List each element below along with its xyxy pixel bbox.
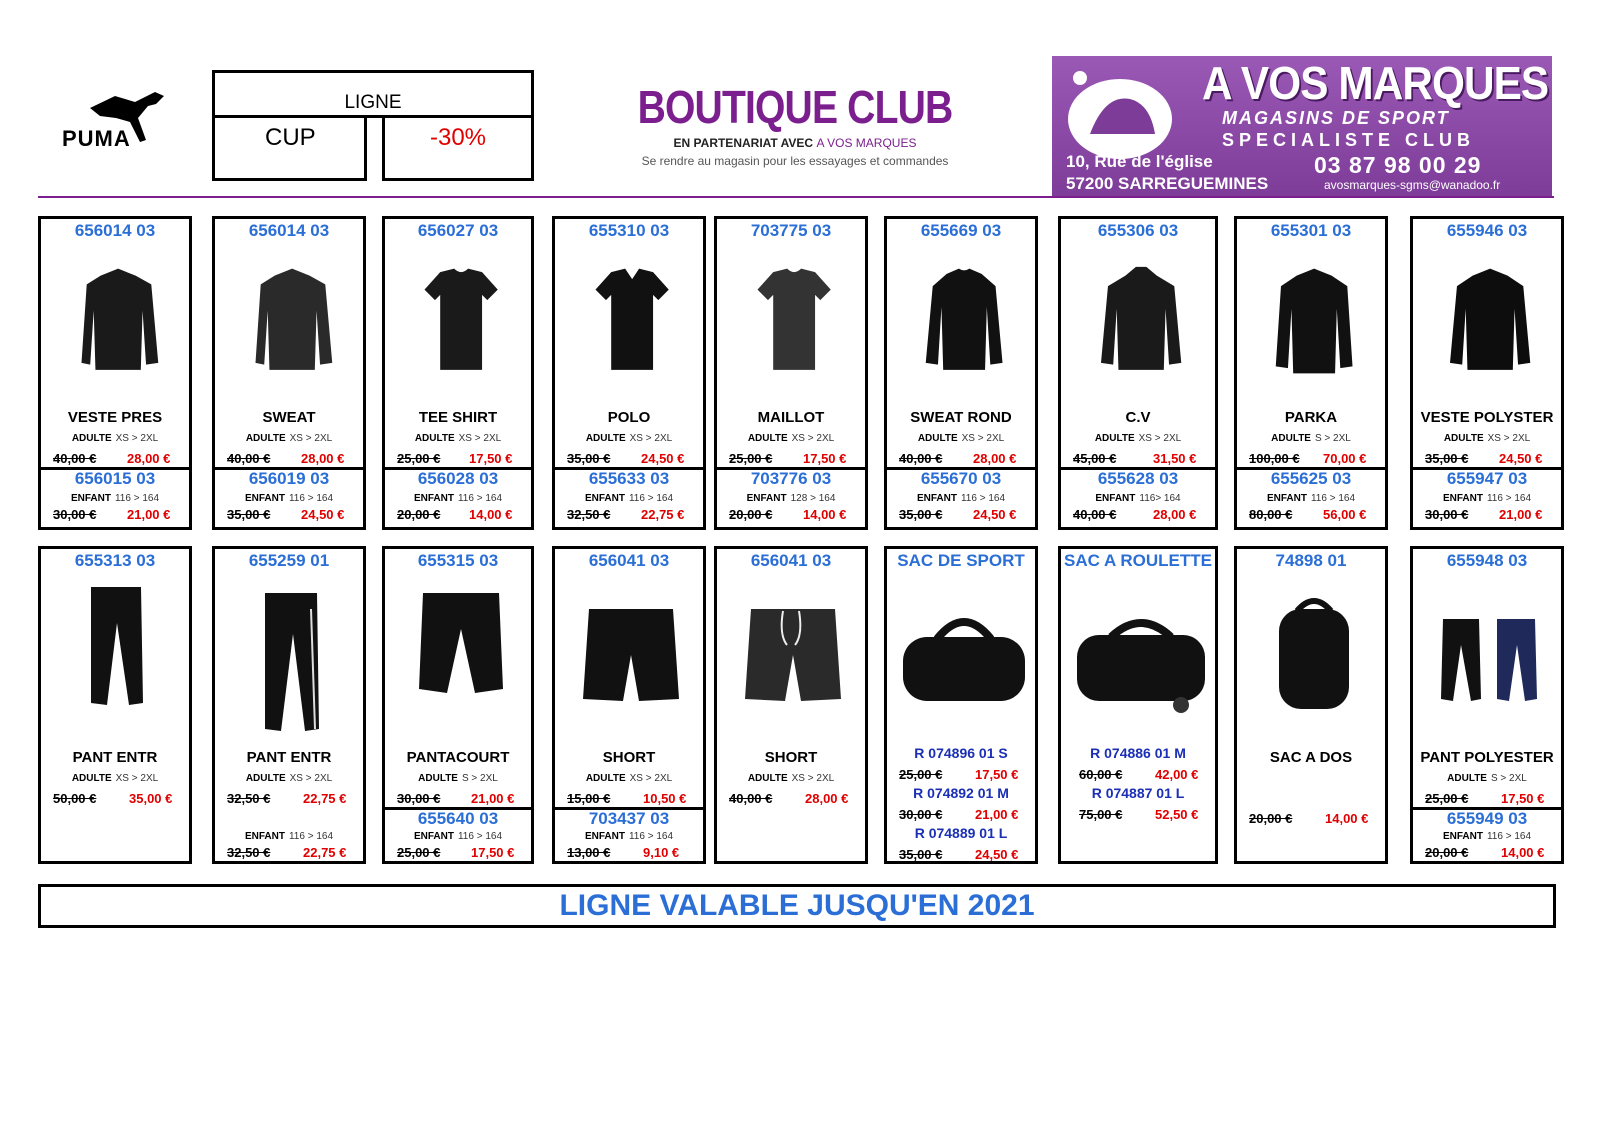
tshirt-icon <box>421 259 503 383</box>
sweatshirt-icon <box>924 259 1006 383</box>
size-range-kids <box>215 493 363 504</box>
size-label: ADULTE <box>585 433 626 444</box>
product-card <box>714 546 868 864</box>
jersey-icon <box>754 259 836 383</box>
size-range <box>717 773 865 784</box>
size-label: ENFANT <box>413 493 454 504</box>
size-range <box>1413 773 1561 784</box>
new-price: 42,00 € <box>1155 767 1199 782</box>
product-name: MAILLOT <box>757 409 825 426</box>
size-label: ENFANT <box>746 493 787 504</box>
puma-logo <box>60 88 170 158</box>
size-label: ADULTE <box>71 773 112 784</box>
new-price: 21,00 € <box>1499 507 1543 522</box>
size-range <box>1413 433 1561 444</box>
size-label: ADULTE <box>245 773 286 784</box>
size-label: ADULTE <box>418 773 458 784</box>
size-range <box>215 773 363 784</box>
partner-name: A VOS MARQUES <box>816 136 917 150</box>
size-range-kids <box>1061 493 1215 504</box>
product-name: C.V <box>1125 409 1151 426</box>
product-name: SAC A DOS <box>1269 749 1353 766</box>
shorts-icon <box>581 605 681 705</box>
size-value: XS > 2XL <box>289 433 333 444</box>
old-price: 30,00 € <box>1425 507 1469 522</box>
product-ref: 656041 03 <box>588 551 670 570</box>
product-card <box>1058 216 1218 530</box>
old-price: 20,00 € <box>1249 811 1293 826</box>
size-value: 116 > 164 <box>114 493 160 504</box>
product-ref: 655313 03 <box>74 551 156 570</box>
product-card <box>1410 546 1564 864</box>
size-range-kids <box>887 493 1035 504</box>
old-price: 13,00 € <box>567 845 611 860</box>
product-name: VESTE PRES <box>67 409 163 426</box>
product-card <box>382 216 534 530</box>
size-value: XS > 2XL <box>115 773 159 784</box>
size-label: ADULTE <box>414 433 455 444</box>
sweat-icon <box>252 259 334 383</box>
shorts-icon <box>743 605 843 705</box>
ligne-label-box <box>212 70 534 118</box>
new-price: 28,00 € <box>805 791 849 806</box>
variant-ref: R 074887 01 L <box>1091 785 1185 801</box>
size-range-kids <box>1413 493 1561 504</box>
product-ref-kids: 656015 03 <box>74 469 156 488</box>
page-title: BOUTIQUE CLUB <box>637 81 953 133</box>
new-price: 17,50 € <box>471 845 515 860</box>
product-name: PANT ENTR <box>72 749 158 766</box>
sprinter-logo-icon <box>1060 64 1180 164</box>
size-label: ADULTE <box>585 773 626 784</box>
old-price: 32,50 € <box>567 507 611 522</box>
old-price: 35,00 € <box>1425 451 1469 466</box>
new-price: 28,00 € <box>1153 507 1197 522</box>
partner-prefix: EN PARTENARIAT AVEC <box>673 136 814 150</box>
product-name: VESTE POLYSTER <box>1420 409 1554 426</box>
size-range <box>1237 433 1385 444</box>
product-card <box>552 216 706 530</box>
size-range-kids <box>41 493 189 504</box>
backpack-icon <box>1267 591 1361 721</box>
size-label: ADULTE <box>917 433 958 444</box>
old-price: 35,00 € <box>227 507 271 522</box>
old-price: 60,00 € <box>1079 767 1123 782</box>
product-card <box>38 216 192 530</box>
size-value: 116 > 164 <box>628 493 674 504</box>
ligne-box <box>212 70 532 182</box>
old-price: 100,00 € <box>1249 451 1300 466</box>
variant-ref: R 074892 01 M <box>913 785 1009 801</box>
rain-jacket-icon <box>1101 259 1183 383</box>
size-range <box>215 433 363 444</box>
product-ref-kids: 655640 03 <box>417 809 499 828</box>
size-label: ADULTE <box>71 433 112 444</box>
old-price: 75,00 € <box>1079 807 1123 822</box>
size-value: XS > 2XL <box>961 433 1005 444</box>
old-price: 20,00 € <box>1425 845 1469 860</box>
header-rule <box>38 196 1554 198</box>
three-quarter-pants-icon <box>415 589 507 699</box>
product-ref-kids: 655947 03 <box>1446 469 1528 488</box>
size-value: XS > 2XL <box>629 433 673 444</box>
polyester-jacket-icon <box>1450 259 1532 383</box>
new-price: 17,50 € <box>975 767 1019 782</box>
size-value: XS > 2XL <box>458 433 502 444</box>
product-name: PANTACOURT <box>406 749 510 766</box>
new-price: 14,00 € <box>469 507 513 522</box>
size-label: ADULTE <box>1271 433 1311 444</box>
size-label: ENFANT <box>244 493 285 504</box>
old-price: 30,00 € <box>899 807 943 822</box>
product-ref: SAC DE SPORT <box>897 551 1025 570</box>
product-ref: 655301 03 <box>1270 221 1352 240</box>
product-ref: 655669 03 <box>920 221 1002 240</box>
old-price: 40,00 € <box>53 451 97 466</box>
new-price: 56,00 € <box>1323 507 1367 522</box>
new-price: 24,50 € <box>975 847 1019 862</box>
jacket-icon <box>78 259 160 383</box>
size-label: ENFANT <box>916 493 957 504</box>
size-value: 128 > 164 <box>790 493 836 504</box>
new-price: 14,00 € <box>1501 845 1545 860</box>
old-price: 32,50 € <box>227 845 271 860</box>
new-price: 22,75 € <box>303 791 347 806</box>
product-card <box>1410 216 1564 530</box>
size-range <box>887 433 1035 444</box>
product-ref-kids: 703776 03 <box>750 469 832 488</box>
size-range <box>555 773 703 784</box>
parka-icon <box>1274 259 1356 383</box>
product-ref-kids: 703437 03 <box>588 809 670 828</box>
size-value: 116 > 164 <box>288 493 334 504</box>
old-price: 40,00 € <box>1073 507 1117 522</box>
size-value: S > 2XL <box>461 773 498 784</box>
size-value: 116 > 164 <box>457 493 503 504</box>
product-ref: 655315 03 <box>417 551 499 570</box>
product-ref: 74898 01 <box>1275 551 1347 570</box>
product-name: PARKA <box>1284 409 1338 426</box>
product-name: TEE SHIRT <box>418 409 498 426</box>
product-ref: SAC A ROULETTE <box>1064 551 1212 570</box>
size-range-kids <box>555 493 703 504</box>
size-range <box>41 773 189 784</box>
size-range <box>717 433 865 444</box>
size-label: ADULTE <box>747 433 788 444</box>
old-price: 35,00 € <box>899 507 943 522</box>
product-card <box>552 546 706 864</box>
old-price: 35,00 € <box>567 451 611 466</box>
new-price: 14,00 € <box>1325 811 1369 826</box>
new-price: 14,00 € <box>803 507 847 522</box>
old-price: 40,00 € <box>729 791 773 806</box>
old-price: 45,00 € <box>1073 451 1117 466</box>
size-value: XS > 2XL <box>115 433 159 444</box>
product-name: SHORT <box>602 749 656 766</box>
size-range-kids <box>215 831 363 842</box>
product-name: SWEAT ROND <box>910 409 1012 426</box>
size-label: ADULTE <box>747 773 788 784</box>
discount-box <box>382 115 534 181</box>
size-value: 116 > 164 <box>457 831 503 842</box>
size-value: 116 > 164 <box>1486 493 1532 504</box>
size-label: ADULTE <box>245 433 286 444</box>
product-card <box>714 216 868 530</box>
product-ref: 703775 03 <box>750 221 832 240</box>
product-ref: 656014 03 <box>248 221 330 240</box>
size-label: ENFANT <box>1266 493 1307 504</box>
product-name: SHORT <box>764 749 818 766</box>
product-card <box>38 546 192 864</box>
new-price: 28,00 € <box>127 451 171 466</box>
size-value: XS > 2XL <box>791 433 835 444</box>
new-price: 24,50 € <box>1499 451 1543 466</box>
page-title-block <box>600 80 990 168</box>
size-label: ADULTE <box>1447 773 1487 784</box>
ligne-name: CUP <box>265 124 316 151</box>
old-price: 15,00 € <box>567 791 611 806</box>
product-ref: 655306 03 <box>1097 221 1179 240</box>
size-range-kids <box>555 831 703 842</box>
size-range-kids <box>385 493 531 504</box>
product-ref-kids: 655625 03 <box>1270 469 1352 488</box>
size-label: ENFANT <box>1442 493 1483 504</box>
size-label: ADULTE <box>1094 433 1135 444</box>
product-ref-kids: 655633 03 <box>588 469 670 488</box>
old-price: 20,00 € <box>397 507 441 522</box>
size-label: ENFANT <box>584 493 625 504</box>
size-range <box>41 433 189 444</box>
old-price: 40,00 € <box>227 451 271 466</box>
roller-bag-icon <box>1071 609 1211 719</box>
banner-address2: 57200 SARREGUEMINES <box>1066 174 1269 193</box>
old-price: 50,00 € <box>53 791 97 806</box>
new-price: 17,50 € <box>1501 791 1545 806</box>
new-price: 28,00 € <box>973 451 1017 466</box>
size-label: ENFANT <box>413 831 454 842</box>
product-name: PANT ENTR <box>246 749 332 766</box>
size-value: S > 2XL <box>1490 773 1527 784</box>
old-price: 80,00 € <box>1249 507 1293 522</box>
product-card <box>1234 216 1388 530</box>
size-value: 116 > 164 <box>288 831 334 842</box>
size-value: XS > 2XL <box>1487 433 1531 444</box>
product-card <box>1058 546 1218 864</box>
new-price: 28,00 € <box>301 451 345 466</box>
size-value: 116 > 164 <box>628 831 674 842</box>
new-price: 21,00 € <box>127 507 171 522</box>
old-price: 25,00 € <box>1425 791 1469 806</box>
size-value: S > 2XL <box>1314 433 1351 444</box>
new-price: 9,10 € <box>643 845 680 860</box>
page-subtitle: Se rendre au magasin pour les essayages et commandes <box>641 154 949 168</box>
size-range <box>385 773 531 784</box>
product-name: POLO <box>607 409 651 426</box>
new-price: 24,50 € <box>973 507 1017 522</box>
product-ref: 655310 03 <box>588 221 670 240</box>
size-value: 116> 164 <box>1139 493 1181 504</box>
product-card <box>382 546 534 864</box>
size-value: XS > 2XL <box>791 773 835 784</box>
old-price: 35,00 € <box>899 847 943 862</box>
product-ref-kids: 655670 03 <box>920 469 1002 488</box>
size-value: 116 > 164 <box>1486 831 1532 842</box>
size-label: ENFANT <box>70 493 111 504</box>
new-price: 35,00 € <box>129 791 173 806</box>
new-price: 70,00 € <box>1323 451 1367 466</box>
product-ref: 655948 03 <box>1446 551 1528 570</box>
size-label: ADULTE <box>1443 433 1484 444</box>
product-ref: 656027 03 <box>417 221 499 240</box>
new-price: 10,50 € <box>643 791 687 806</box>
ligne-name-box <box>212 115 367 181</box>
training-pants-icon <box>81 583 151 713</box>
size-range-kids <box>717 493 865 504</box>
old-price: 25,00 € <box>397 845 441 860</box>
puma-wordmark: PUMA <box>62 126 131 151</box>
discount-value: -30% <box>429 124 487 151</box>
product-ref-kids: 656019 03 <box>248 469 330 488</box>
product-card <box>212 216 366 530</box>
new-price: 22,75 € <box>641 507 685 522</box>
product-ref: 656014 03 <box>74 221 156 240</box>
size-range-kids <box>1237 493 1385 504</box>
product-name: SWEAT <box>262 409 316 426</box>
banner-address1: 10, Rue de l'église <box>1066 152 1213 171</box>
size-range <box>555 433 703 444</box>
product-name: PANT POLYESTER <box>1420 749 1554 766</box>
product-card <box>1234 546 1388 864</box>
product-ref: 655946 03 <box>1446 221 1528 240</box>
new-price: 21,00 € <box>975 807 1019 822</box>
variant-ref: R 074889 01 L <box>914 825 1008 841</box>
partner-line <box>600 136 990 150</box>
new-price: 24,50 € <box>301 507 345 522</box>
polyester-pants-icon <box>1439 615 1543 705</box>
banner-email: avosmarques-sgms@wanadoo.fr <box>1324 178 1501 192</box>
size-label: ENFANT <box>584 831 625 842</box>
size-label: ENFANT <box>1095 493 1136 504</box>
new-price: 22,75 € <box>303 845 347 860</box>
size-value: 116 > 164 <box>960 493 1006 504</box>
product-ref-kids: 656028 03 <box>417 469 499 488</box>
banner-name: A VOS MARQUES <box>1202 57 1549 109</box>
old-price: 25,00 € <box>397 451 441 466</box>
product-ref-kids: 655949 03 <box>1446 809 1528 828</box>
product-card <box>884 216 1038 530</box>
old-price: 40,00 € <box>899 451 943 466</box>
banner-line1: MAGASINS DE SPORT <box>1222 108 1450 128</box>
training-pants-icon <box>255 589 325 739</box>
sports-bag-icon <box>897 609 1031 719</box>
product-ref: 655259 01 <box>248 551 330 570</box>
new-price: 31,50 € <box>1153 451 1197 466</box>
old-price: 20,00 € <box>729 507 773 522</box>
old-price: 32,50 € <box>227 791 271 806</box>
size-range <box>385 433 531 444</box>
variant-ref: R 074886 01 M <box>1090 745 1186 761</box>
size-value: 116 > 164 <box>1310 493 1356 504</box>
size-range-kids <box>385 831 531 842</box>
size-value: XS > 2XL <box>1138 433 1182 444</box>
size-value: XS > 2XL <box>289 773 333 784</box>
new-price: 17,50 € <box>803 451 847 466</box>
new-price: 24,50 € <box>641 451 685 466</box>
product-card <box>884 546 1038 864</box>
shop-banner <box>1052 56 1552 198</box>
polo-icon <box>592 259 674 383</box>
product-ref: 656041 03 <box>750 551 832 570</box>
product-ref-kids: 655628 03 <box>1097 469 1179 488</box>
new-price: 17,50 € <box>469 451 513 466</box>
old-price: 25,00 € <box>899 767 943 782</box>
size-range-kids <box>1413 831 1561 842</box>
product-card <box>212 546 366 864</box>
variant-ref: R 074896 01 S <box>914 745 1008 761</box>
size-range <box>1061 433 1215 444</box>
banner-phone: 03 87 98 00 29 <box>1314 152 1482 178</box>
old-price: 30,00 € <box>397 791 441 806</box>
old-price: 30,00 € <box>53 507 97 522</box>
size-value: XS > 2XL <box>629 773 673 784</box>
size-label: ENFANT <box>1442 831 1483 842</box>
ligne-label: LIGNE <box>344 92 402 113</box>
new-price: 21,00 € <box>471 791 515 806</box>
old-price: 25,00 € <box>729 451 773 466</box>
validity-footer: LIGNE VALABLE JUSQU'EN 2021 <box>38 884 1556 928</box>
new-price: 52,50 € <box>1155 807 1199 822</box>
size-label: ENFANT <box>244 831 285 842</box>
banner-line2: SPECIALISTE CLUB <box>1222 130 1476 150</box>
